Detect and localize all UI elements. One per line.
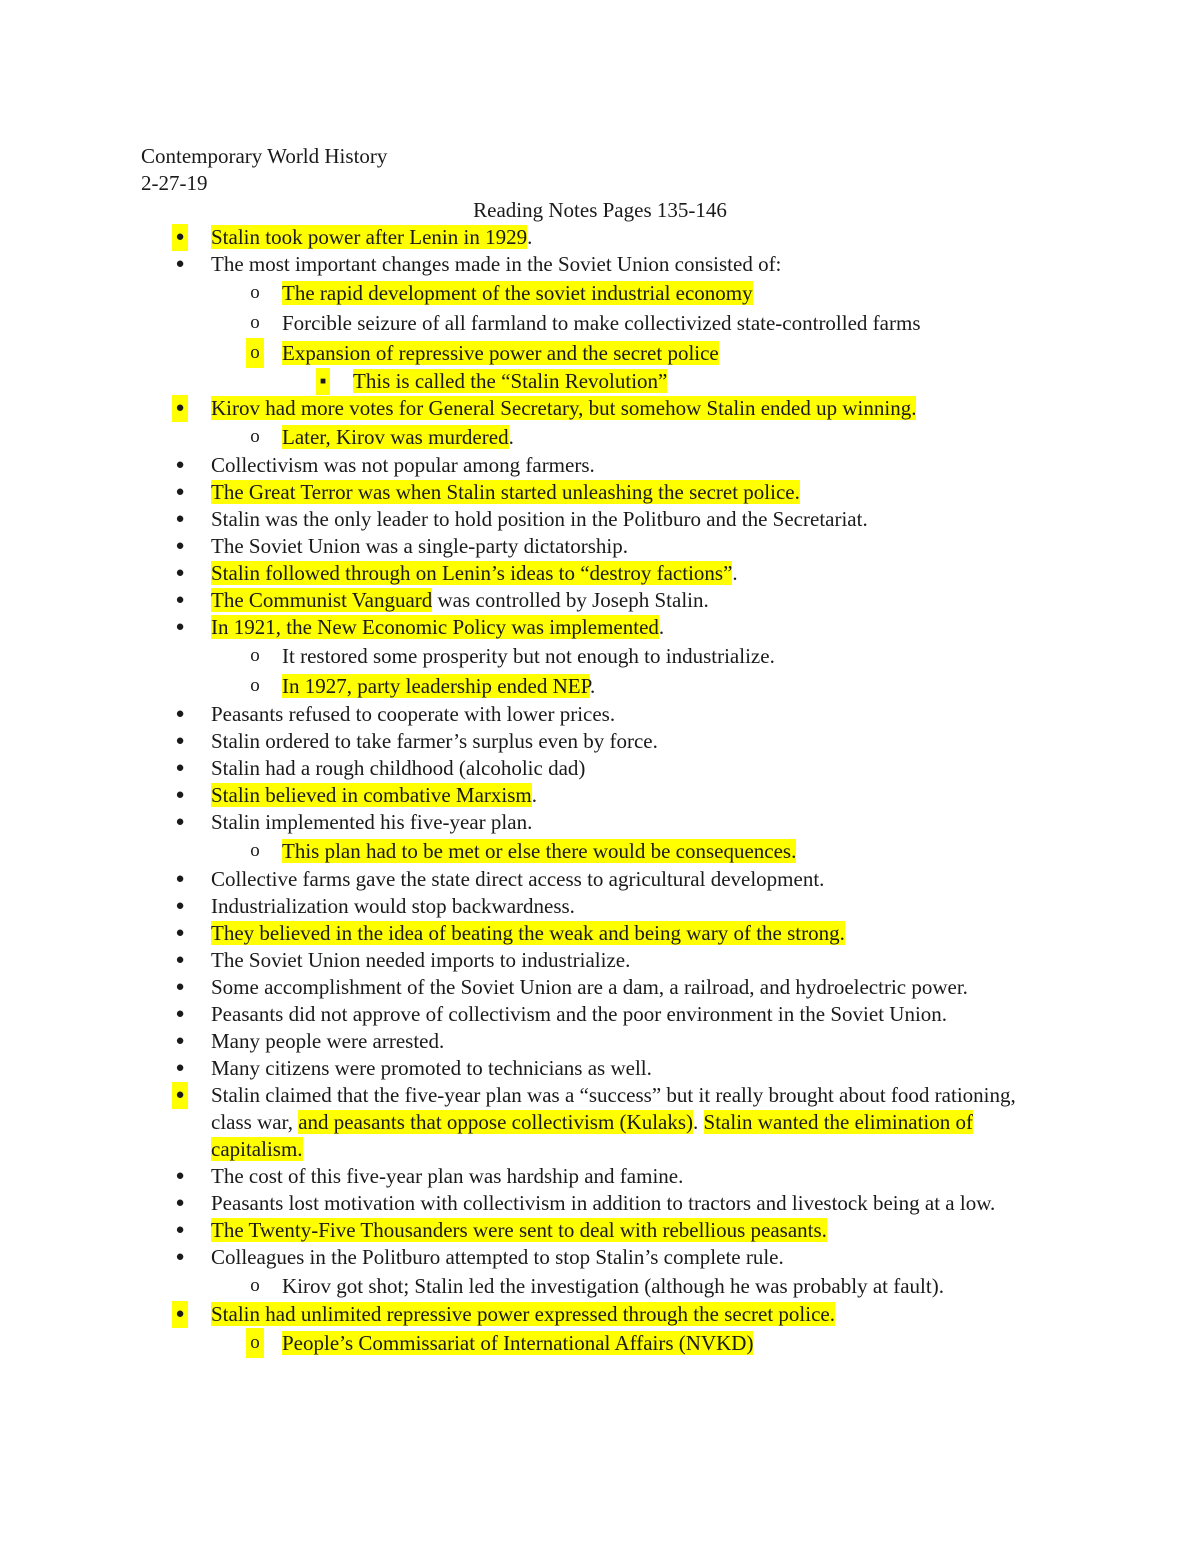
plain-text: Peasants lost motivation with collectivism in addition to tractors and livestock being at a low. — [211, 1191, 996, 1215]
highlighted-text: They believed in the idea of beating the weak and being wary of the strong. — [211, 921, 845, 945]
note-text — [211, 701, 1056, 728]
note-text — [282, 278, 1042, 308]
plain-text: Many citizens were promoted to technicians as well. — [211, 1056, 652, 1080]
highlighted-text: Stalin followed through on Lenin’s ideas to “destroy factions” — [211, 561, 733, 585]
bullet-disc-icon: ● — [175, 952, 185, 968]
notes-list — [0, 224, 1200, 1358]
note-text — [211, 479, 1056, 506]
plain-text: Some accomplishment of the Soviet Union are a dam, a railroad, and hydroelectric power. — [211, 975, 968, 999]
note-item-level-1 — [0, 506, 1200, 533]
note-item-level-1 — [0, 1082, 1200, 1163]
note-item-level-2 — [0, 308, 1200, 338]
note-item-level-1 — [0, 1301, 1200, 1328]
note-text — [211, 506, 1056, 533]
highlighted-text: Stalin had unlimited repressive power expressed through the secret police. — [211, 1302, 835, 1326]
plain-text: . — [531, 783, 538, 807]
plain-text: Industrialization would stop backwardness. — [211, 894, 575, 918]
plain-text: Many people were arrested. — [211, 1029, 445, 1053]
plain-text: . — [658, 615, 665, 639]
note-text — [211, 893, 1056, 920]
bullet-circle-icon: o — [250, 1275, 260, 1296]
highlighted-text: The Great Terror was when Stalin started unleashing the secret police. — [211, 480, 800, 504]
highlighted-text: In 1927, party leadership ended NEP — [282, 674, 590, 698]
plain-text: Collectivism was not popular among farmers. — [211, 453, 595, 477]
bullet-circle-icon: o — [250, 312, 260, 333]
plain-text: The most important changes made in the Soviet Union consisted of: — [211, 252, 782, 276]
plain-text: Stalin ordered to take farmer’s surplus even by force. — [211, 729, 658, 753]
bullet-disc-icon: ● — [175, 706, 185, 722]
highlighted-text: and peasants that oppose collectivism (Kulaks) — [298, 1110, 694, 1134]
plain-text: Forcible seizure of all farmland to make collectivized state-controlled farms — [282, 311, 921, 335]
note-text — [211, 1082, 1056, 1163]
plain-text: . — [732, 561, 738, 585]
note-item-level-1 — [0, 479, 1200, 506]
note-text — [211, 533, 1056, 560]
course-name: Contemporary World History — [141, 144, 388, 168]
bullet-disc-icon: ● — [175, 619, 185, 635]
bullet-disc-icon: ● — [175, 1249, 185, 1265]
note-item-level-1 — [0, 614, 1200, 641]
note-item-level-1 — [0, 1244, 1200, 1271]
note-date: 2-27-19 — [141, 171, 208, 195]
bullet-disc-icon: ● — [172, 1301, 188, 1328]
plain-text: Peasants refused to cooperate with lower prices. — [211, 702, 616, 726]
bullet-disc-icon: ● — [175, 484, 185, 500]
note-item-level-1 — [0, 701, 1200, 728]
note-text — [211, 1055, 1056, 1082]
bullet-disc-icon: ● — [175, 979, 185, 995]
bullet-disc-icon: ● — [175, 1168, 185, 1184]
bullet-disc-icon: ● — [175, 925, 185, 941]
plain-text: The cost of this five-year plan was hardship and famine. — [211, 1164, 684, 1188]
note-item-level-1 — [0, 1163, 1200, 1190]
note-text — [282, 836, 1042, 866]
plain-text: Kirov got shot; Stalin led the investigation (although he was probably at fault). — [282, 1274, 944, 1298]
bullet-disc-icon: ● — [172, 1082, 188, 1109]
note-text — [211, 1163, 1056, 1190]
plain-text: Stalin implemented his five-year plan. — [211, 810, 533, 834]
note-text — [211, 920, 1056, 947]
highlighted-text: This plan had to be met or else there would be consequences. — [282, 839, 797, 863]
note-text — [211, 395, 1056, 422]
bullet-disc-icon: ● — [172, 224, 188, 251]
note-text — [211, 755, 1056, 782]
note-text — [211, 224, 1056, 251]
plain-text: . — [693, 1110, 704, 1134]
bullet-circle-icon: o — [250, 840, 260, 861]
bullet-disc-icon: ● — [175, 256, 185, 272]
highlighted-text: Expansion of repressive power and the secret police — [282, 341, 719, 365]
plain-text: Stalin was the only leader to hold position in the Politburo and the Secretariat. — [211, 507, 868, 531]
bullet-disc-icon: ● — [175, 898, 185, 914]
note-item-level-2 — [0, 641, 1200, 671]
note-item-level-1 — [0, 728, 1200, 755]
bullet-circle-icon: o — [250, 675, 260, 696]
plain-text: . — [527, 225, 533, 249]
plain-text: Peasants did not approve of collectivism and the poor environment in the Soviet Union. — [211, 1002, 948, 1026]
note-text — [282, 641, 1042, 671]
note-text — [211, 614, 1056, 641]
note-text — [282, 308, 1042, 338]
bullet-disc-icon: ● — [175, 1222, 185, 1238]
note-text — [211, 947, 1056, 974]
plain-text: It restored some prosperity but not enough to industrialize. — [282, 644, 775, 668]
bullet-disc-icon: ● — [175, 592, 185, 608]
note-item-level-1 — [0, 809, 1200, 836]
note-item-level-2 — [0, 671, 1200, 701]
highlighted-text: Kirov had more votes for General Secretary, but somehow Stalin ended up winning. — [211, 396, 917, 420]
note-text — [282, 422, 1042, 452]
note-text — [211, 1028, 1056, 1055]
bullet-disc-icon: ● — [175, 787, 185, 803]
note-item-level-1 — [0, 1001, 1200, 1028]
plain-text: . — [508, 425, 514, 449]
plain-text: Stalin had a rough childhood (alcoholic dad) — [211, 756, 586, 780]
note-item-level-1 — [0, 755, 1200, 782]
note-item-level-1 — [0, 1028, 1200, 1055]
note-item-level-1 — [0, 560, 1200, 587]
bullet-disc-icon: ● — [172, 395, 188, 422]
plain-text: . — [589, 674, 596, 698]
note-item-level-1 — [0, 920, 1200, 947]
bullet-square-icon: ■ — [316, 368, 330, 395]
bullet-disc-icon: ● — [175, 1195, 185, 1211]
note-text — [282, 338, 1042, 368]
note-text — [211, 1190, 1056, 1217]
note-item-level-1 — [0, 224, 1200, 251]
bullet-circle-icon: o — [250, 426, 260, 447]
note-text — [211, 1301, 1056, 1328]
plain-text: Stalin claimed that the five-year plan was a “success” but it really brought about food rationing, class war, — [211, 1083, 1016, 1134]
note-text — [211, 728, 1056, 755]
note-text — [211, 866, 1056, 893]
note-item-level-2 — [0, 278, 1200, 308]
bullet-circle-icon: o — [250, 282, 260, 303]
note-item-level-1 — [0, 893, 1200, 920]
plain-text: Collective farms gave the state direct access to agricultural development. — [211, 867, 825, 891]
bullet-disc-icon: ● — [175, 565, 185, 581]
note-item-level-1 — [0, 1217, 1200, 1244]
highlighted-text: Stalin believed in combative Marxism — [211, 783, 532, 807]
note-text — [282, 1271, 1042, 1301]
note-item-level-2 — [0, 338, 1200, 368]
bullet-circle-icon: o — [246, 338, 264, 368]
note-item-level-1 — [0, 251, 1200, 278]
note-text — [211, 587, 1056, 614]
note-item-level-3 — [0, 368, 1200, 395]
note-item-level-2 — [0, 422, 1200, 452]
note-item-level-1 — [0, 866, 1200, 893]
note-text — [211, 1001, 1056, 1028]
highlighted-text: The Communist Vanguard — [211, 588, 433, 612]
bullet-disc-icon: ● — [175, 814, 185, 830]
note-text — [211, 1244, 1056, 1271]
bullet-disc-icon: ● — [175, 511, 185, 527]
note-text — [282, 671, 1042, 701]
highlighted-text: This is called the “Stalin Revolution” — [353, 369, 668, 393]
bullet-circle-icon: o — [246, 1328, 264, 1358]
bullet-disc-icon: ● — [175, 1006, 185, 1022]
note-text — [211, 560, 1056, 587]
note-text — [211, 809, 1056, 836]
highlighted-text: The Twenty-Five Thousanders were sent to deal with rebellious peasants. — [211, 1218, 827, 1242]
note-item-level-1 — [0, 395, 1200, 422]
note-text — [211, 782, 1056, 809]
note-text — [211, 1217, 1056, 1244]
note-text — [211, 251, 1056, 278]
page-title: Reading Notes Pages 135-146 — [473, 198, 727, 222]
note-text — [211, 974, 1056, 1001]
highlighted-text: People’s Commissariat of International Affairs (NVKD) — [282, 1331, 754, 1355]
note-text — [282, 1328, 1042, 1358]
note-item-level-1 — [0, 587, 1200, 614]
highlighted-text: In 1921, the New Economic Policy was implemented — [211, 615, 659, 639]
note-item-level-2 — [0, 1328, 1200, 1358]
plain-text: Colleagues in the Politburo attempted to stop Stalin’s complete rule. — [211, 1245, 784, 1269]
bullet-disc-icon: ● — [175, 1033, 185, 1049]
note-item-level-2 — [0, 836, 1200, 866]
note-item-level-1 — [0, 452, 1200, 479]
bullet-circle-icon: o — [250, 645, 260, 666]
note-item-level-1 — [0, 1190, 1200, 1217]
note-item-level-2 — [0, 1271, 1200, 1301]
note-item-level-1 — [0, 947, 1200, 974]
highlighted-text: Stalin took power after Lenin in 1929 — [211, 225, 528, 249]
bullet-disc-icon: ● — [175, 457, 185, 473]
highlighted-text: Later, Kirov was murdered — [282, 425, 509, 449]
plain-text: The Soviet Union needed imports to industrialize. — [211, 948, 631, 972]
highlighted-text: The rapid development of the soviet industrial economy — [282, 281, 753, 305]
bullet-disc-icon: ● — [175, 871, 185, 887]
highlighted-text: Stalin wanted the elimination of capitalism. — [211, 1110, 973, 1161]
note-item-level-1 — [0, 1055, 1200, 1082]
note-item-level-1 — [0, 974, 1200, 1001]
bullet-disc-icon: ● — [175, 538, 185, 554]
note-text — [353, 368, 1043, 395]
plain-text: The Soviet Union was a single-party dictatorship. — [211, 534, 628, 558]
plain-text: was controlled by Joseph Stalin. — [432, 588, 709, 612]
note-item-level-1 — [0, 782, 1200, 809]
note-text — [211, 452, 1056, 479]
bullet-disc-icon: ● — [175, 760, 185, 776]
note-item-level-1 — [0, 533, 1200, 560]
bullet-disc-icon: ● — [175, 733, 185, 749]
bullet-disc-icon: ● — [175, 1060, 185, 1076]
